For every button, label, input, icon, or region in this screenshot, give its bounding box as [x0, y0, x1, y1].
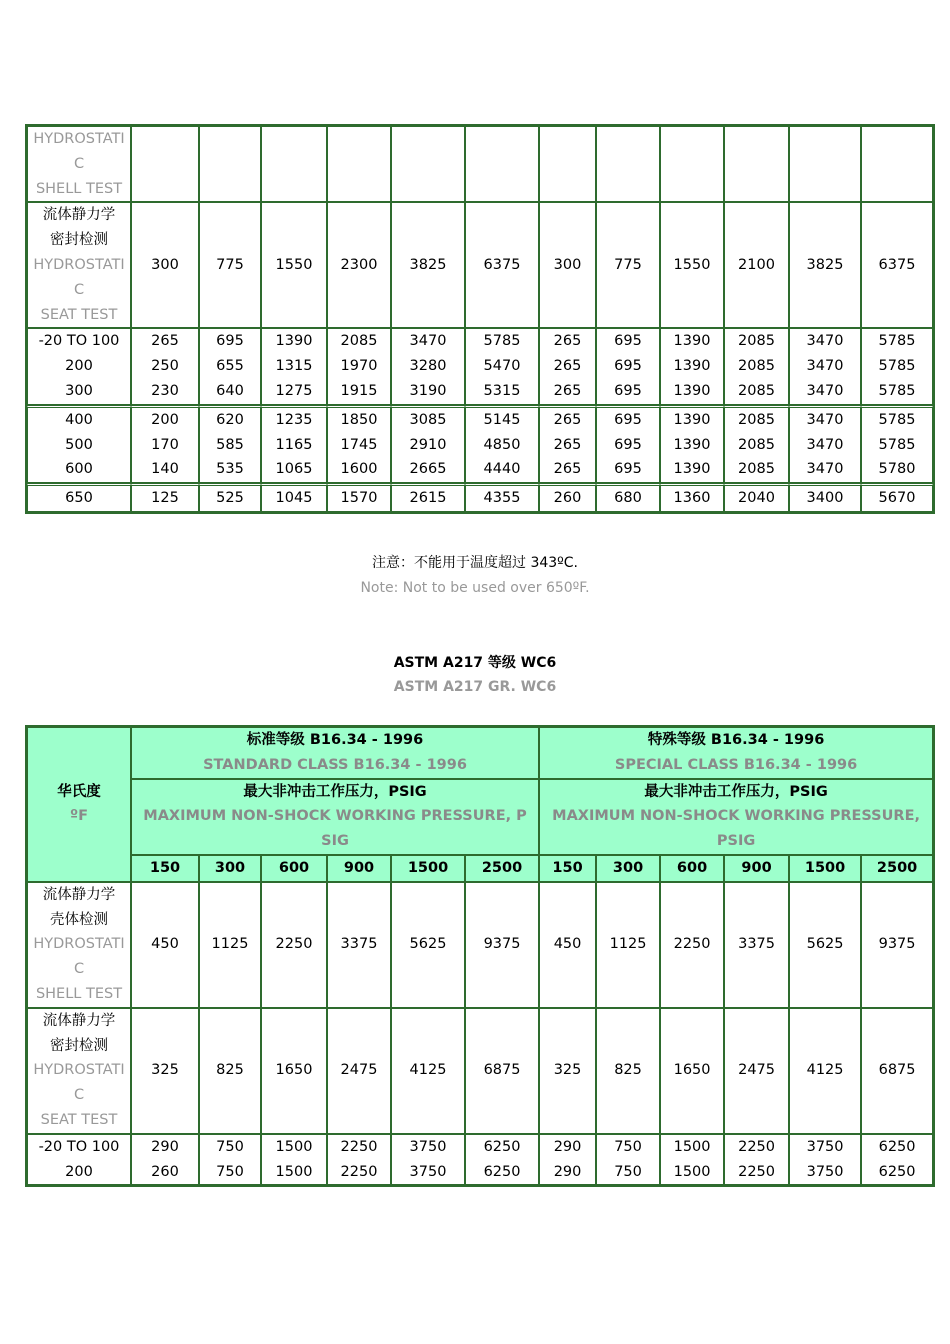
value-cell: 325: [131, 1008, 199, 1134]
pressure-value: 1600: [340, 461, 378, 478]
pressure-value: 6250: [878, 1138, 916, 1155]
value-cell: [261, 328, 327, 404]
value-cell: 2250: [261, 882, 327, 1008]
pressure-value: 2910: [409, 436, 447, 453]
shell-test-label: HYDROSTATI C SHELL TEST: [27, 126, 131, 202]
pressure-value: 4440: [483, 461, 521, 478]
value-cell: [131, 328, 199, 404]
value-cell: 450: [539, 882, 596, 1008]
shell-test-row: [27, 126, 933, 202]
pressure-value: 1275: [275, 382, 313, 399]
pressure-value: 250: [151, 358, 179, 375]
value-cell: [465, 328, 539, 404]
value-cell: [789, 405, 861, 483]
pressure-value: 1500: [673, 1163, 711, 1180]
pressure-value: 1500: [275, 1138, 313, 1155]
pressure-value: 2250: [738, 1138, 775, 1155]
value-cell: 2475: [327, 1008, 391, 1134]
pressure-value: 2250: [738, 1163, 775, 1180]
value-cell: [539, 328, 596, 404]
temperature-value: 500: [65, 436, 93, 453]
value-cell: [660, 1134, 724, 1186]
pressure-value: 1570: [340, 490, 378, 507]
pressure-value: 1390: [275, 333, 313, 350]
pressure-value: 3280: [409, 358, 447, 375]
pressure-value: 3470: [806, 358, 844, 375]
pressure-value: 6250: [878, 1163, 916, 1180]
pressure-value: 695: [614, 382, 642, 399]
value-cell: [539, 483, 596, 512]
value-cell: [391, 328, 465, 404]
value-cell: [724, 328, 789, 404]
value-cell: 1550: [261, 202, 327, 328]
pressure-value: 3750: [806, 1163, 844, 1180]
pressure-value: 3190: [409, 382, 447, 399]
value-cell: [391, 1134, 465, 1186]
pressure-value: 3470: [806, 382, 844, 399]
pressure-value: 290: [151, 1138, 179, 1155]
temperature-value: 600: [65, 461, 93, 478]
temperature-cell: [27, 483, 131, 512]
pressure-value: 1500: [275, 1163, 313, 1180]
pressure-value: 260: [151, 1163, 179, 1180]
temperature-cell: [27, 405, 131, 483]
pressure-value: 750: [614, 1163, 642, 1180]
pressure-value: 3085: [409, 411, 447, 428]
pressure-value: 1500: [673, 1138, 711, 1155]
value-cell: 2100: [724, 202, 789, 328]
class-header-row: [27, 727, 933, 779]
pressure-value: 265: [553, 382, 582, 399]
value-cell: 5625: [789, 882, 861, 1008]
pressure-value: 5785: [878, 333, 916, 350]
value-cell: 2300: [327, 202, 391, 328]
pressure-value: 2085: [340, 333, 378, 350]
pressure-value: 1315: [275, 358, 313, 375]
value-cell: [261, 405, 327, 483]
pressure-value: 695: [614, 411, 642, 428]
value-cell: [131, 405, 199, 483]
value-cell: [199, 328, 261, 404]
pressure-value: 750: [614, 1138, 642, 1155]
value-cell: 2475: [724, 1008, 789, 1134]
temperature-value: 200: [65, 358, 93, 375]
pressure-value: 2085: [738, 358, 775, 375]
class-header-cell: 1500: [391, 855, 465, 882]
value-cell: 4125: [391, 1008, 465, 1134]
value-cell: [789, 328, 861, 404]
value-cell: 6875: [861, 1008, 933, 1134]
value-cell: [861, 1134, 933, 1186]
pressure-value: 260: [553, 490, 582, 507]
value-cell: [539, 405, 596, 483]
pressure-value: 1850: [340, 411, 378, 428]
pressure-value: 1390: [673, 411, 711, 428]
pressure-value: 3750: [409, 1163, 447, 1180]
value-cell: [131, 483, 199, 512]
pressure-value: 3470: [806, 411, 844, 428]
value-cell: [789, 1134, 861, 1186]
value-cell: 825: [596, 1008, 660, 1134]
pressure-value: 695: [614, 461, 642, 478]
temperature-value: 300: [65, 382, 93, 399]
value-cell: 1650: [660, 1008, 724, 1134]
special-class-header: 特殊等级 B16.34 - 1996 SPECIAL CLASS B16.34 - 1996: [539, 727, 933, 779]
pressure-value: 525: [216, 490, 244, 507]
value-cell: 825: [199, 1008, 261, 1134]
pressure-value: 5670: [878, 490, 916, 507]
value-cell: [861, 328, 933, 404]
pressure-value: 1235: [275, 411, 313, 428]
temperature-group-row: [27, 483, 933, 512]
value-cell: [327, 328, 391, 404]
pressure-value: 1390: [673, 461, 711, 478]
value-cell: [724, 405, 789, 483]
value-cell: 775: [596, 202, 660, 328]
pressure-value: 1390: [673, 358, 711, 375]
pressure-value: 5470: [483, 358, 521, 375]
value-cell: [465, 483, 539, 512]
class-header-cell: 150: [131, 855, 199, 882]
pressure-value: 5785: [878, 436, 916, 453]
section-title-en: ASTM A217 GR. WC6: [393, 679, 557, 695]
pressure-value: 695: [614, 333, 642, 350]
value-cell: [596, 405, 660, 483]
value-cell: 300: [539, 202, 596, 328]
pressure-value: 3470: [409, 333, 447, 350]
value-cell: [465, 405, 539, 483]
pressure-class-row: [27, 855, 933, 882]
temperature-header: 华氏度 ºF: [27, 727, 131, 882]
value-cell: [131, 1134, 199, 1186]
value-cell: [199, 483, 261, 512]
pressure-value: 2085: [738, 461, 775, 478]
temperature-cell: [27, 1134, 131, 1186]
value-cell: 325: [539, 1008, 596, 1134]
value-cell: [660, 405, 724, 483]
value-cell: [596, 1134, 660, 1186]
pressure-value: 4850: [483, 436, 521, 453]
value-cell: [539, 1134, 596, 1186]
class-header-cell: 600: [660, 855, 724, 882]
pressure-value: 1915: [340, 382, 378, 399]
value-cell: [861, 483, 933, 512]
pressure-value: 265: [553, 333, 582, 350]
temperature-value: 200: [65, 1163, 93, 1180]
value-cell: 6875: [465, 1008, 539, 1134]
pressure-value: 1970: [340, 358, 378, 375]
pressure-value: 1745: [340, 436, 378, 453]
value-cell: 775: [199, 202, 261, 328]
pressure-value: 125: [151, 490, 179, 507]
shell-test-row: [27, 882, 933, 1008]
standard-class-header: 标准等级 B16.34 - 1996 STANDARD CLASS B16.34 - 1996: [131, 727, 539, 779]
pressure-value: 230: [151, 382, 179, 399]
pressure-value: 750: [216, 1138, 244, 1155]
value-cell: [327, 1134, 391, 1186]
value-cell: 1125: [199, 882, 261, 1008]
pressure-value: 695: [614, 436, 642, 453]
pressure-value: 1360: [673, 490, 711, 507]
value-cell: [327, 405, 391, 483]
pressure-header-row: [27, 779, 933, 855]
value-cell: 1650: [261, 1008, 327, 1134]
pressure-value: 140: [151, 461, 179, 478]
pressure-value: 200: [151, 411, 179, 428]
class-header-cell: 600: [261, 855, 327, 882]
pressure-value: 2665: [409, 461, 447, 478]
pressure-value: 640: [216, 382, 244, 399]
value-cell: [596, 328, 660, 404]
pressure-value: 2085: [738, 411, 775, 428]
pressure-value: 265: [553, 358, 582, 375]
value-cell: 300: [131, 202, 199, 328]
pressure-value: 3470: [806, 436, 844, 453]
rating-table-continued: [25, 124, 935, 514]
pressure-value: 6250: [483, 1138, 521, 1155]
value-cell: [660, 328, 724, 404]
standard-pressure-header: 最大非冲击工作压力，PSIG MAXIMUM NON-SHOCK WORKING PRESSURE, PSIG: [131, 779, 539, 855]
value-cell: 450: [131, 882, 199, 1008]
value-cell: [465, 1134, 539, 1186]
pressure-value: 265: [553, 436, 582, 453]
seat-test-row: [27, 202, 933, 328]
pressure-value: 5785: [483, 333, 521, 350]
value-cell: [199, 405, 261, 483]
value-cell: 2250: [660, 882, 724, 1008]
value-cell: [261, 1134, 327, 1186]
pressure-value: 5785: [878, 411, 916, 428]
temperature-note-en: Note: Not to be used over 650ºF.: [360, 580, 590, 596]
class-header-cell: 150: [539, 855, 596, 882]
value-cell: 3825: [789, 202, 861, 328]
shell-test-label: 流体静力学 壳体检测 HYDROSTATI C SHELL TEST: [27, 882, 131, 1008]
value-cell: [261, 483, 327, 512]
value-cell: 9375: [465, 882, 539, 1008]
pressure-value: 1165: [275, 436, 313, 453]
pressure-value: 5315: [483, 382, 521, 399]
pressure-value: 5780: [878, 461, 916, 478]
value-cell: [596, 483, 660, 512]
value-cell: [724, 1134, 789, 1186]
value-cell: [327, 483, 391, 512]
value-cell: [391, 405, 465, 483]
value-cell: [391, 483, 465, 512]
seat-test-row: [27, 1008, 933, 1134]
pressure-value: 2250: [340, 1138, 378, 1155]
temperature-group-row: [27, 328, 933, 404]
pressure-value: 3400: [806, 490, 844, 507]
value-cell: 1550: [660, 202, 724, 328]
pressure-value: 1065: [275, 461, 313, 478]
pressure-value: 5145: [483, 411, 521, 428]
pressure-value: 2085: [738, 436, 775, 453]
temperature-group-row: [27, 405, 933, 483]
pressure-value: 2250: [340, 1163, 378, 1180]
pressure-value: 2615: [409, 490, 447, 507]
pressure-value: 2085: [738, 333, 775, 350]
pressure-value: 4355: [483, 490, 521, 507]
pressure-value: 1390: [673, 333, 711, 350]
value-cell: [724, 483, 789, 512]
class-header-cell: 300: [199, 855, 261, 882]
seat-test-label: 流体静力学 密封检测 HYDROSTATI C SEAT TEST: [27, 202, 131, 328]
value-cell: 3825: [391, 202, 465, 328]
special-pressure-header: 最大非冲击工作压力，PSIG MAXIMUM NON-SHOCK WORKING PRESSURE, PSIG: [539, 779, 933, 855]
pressure-value: 3470: [806, 461, 844, 478]
pressure-value: 170: [151, 436, 179, 453]
rating-table-wc6: [25, 725, 935, 1187]
pressure-value: 2085: [738, 382, 775, 399]
temperature-value: 400: [65, 411, 93, 428]
pressure-value: 750: [216, 1163, 244, 1180]
pressure-value: 1045: [275, 490, 313, 507]
class-header-cell: 900: [724, 855, 789, 882]
pressure-value: 265: [151, 333, 179, 350]
pressure-value: 695: [614, 358, 642, 375]
section-title-cn: ASTM A217 等级 WC6: [393, 655, 557, 671]
pressure-value: 3470: [806, 333, 844, 350]
class-header-cell: 2500: [861, 855, 933, 882]
value-cell: 6375: [861, 202, 933, 328]
temperature-cell: [27, 328, 131, 404]
pressure-value: 1390: [673, 382, 711, 399]
pressure-value: 620: [216, 411, 244, 428]
value-cell: 9375: [861, 882, 933, 1008]
pressure-value: 585: [216, 436, 244, 453]
temperature-note-cn: 注意：不能用于温度超过 343ºC.: [372, 555, 578, 571]
pressure-value: 3750: [806, 1138, 844, 1155]
pressure-value: 290: [553, 1138, 582, 1155]
value-cell: [789, 483, 861, 512]
value-cell: 3375: [724, 882, 789, 1008]
pressure-value: 695: [216, 333, 244, 350]
pressure-value: 2040: [738, 490, 775, 507]
value-cell: 4125: [789, 1008, 861, 1134]
pressure-value: 265: [553, 411, 582, 428]
pressure-value: 655: [216, 358, 244, 375]
pressure-value: 5785: [878, 382, 916, 399]
class-header-cell: 900: [327, 855, 391, 882]
value-cell: 5625: [391, 882, 465, 1008]
seat-test-label: 流体静力学 密封检测 HYDROSTATI C SEAT TEST: [27, 1008, 131, 1134]
temperature-value: 650: [65, 490, 93, 507]
value-cell: [660, 483, 724, 512]
pressure-value: 5785: [878, 358, 916, 375]
pressure-value: 680: [614, 490, 642, 507]
class-header-cell: 2500: [465, 855, 539, 882]
value-cell: 3375: [327, 882, 391, 1008]
value-cell: [861, 405, 933, 483]
value-cell: [199, 1134, 261, 1186]
temperature-value: -20 TO 100: [38, 333, 120, 350]
temperature-value: -20 TO 100: [38, 1138, 120, 1155]
value-cell: 6375: [465, 202, 539, 328]
value-cell: 1125: [596, 882, 660, 1008]
pressure-value: 535: [216, 461, 244, 478]
class-header-cell: 1500: [789, 855, 861, 882]
class-header-cell: 300: [596, 855, 660, 882]
pressure-value: 265: [553, 461, 582, 478]
pressure-value: 6250: [483, 1163, 521, 1180]
pressure-value: 290: [553, 1163, 582, 1180]
pressure-value: 1390: [673, 436, 711, 453]
pressure-value: 3750: [409, 1138, 447, 1155]
temperature-group-row: [27, 1134, 933, 1186]
